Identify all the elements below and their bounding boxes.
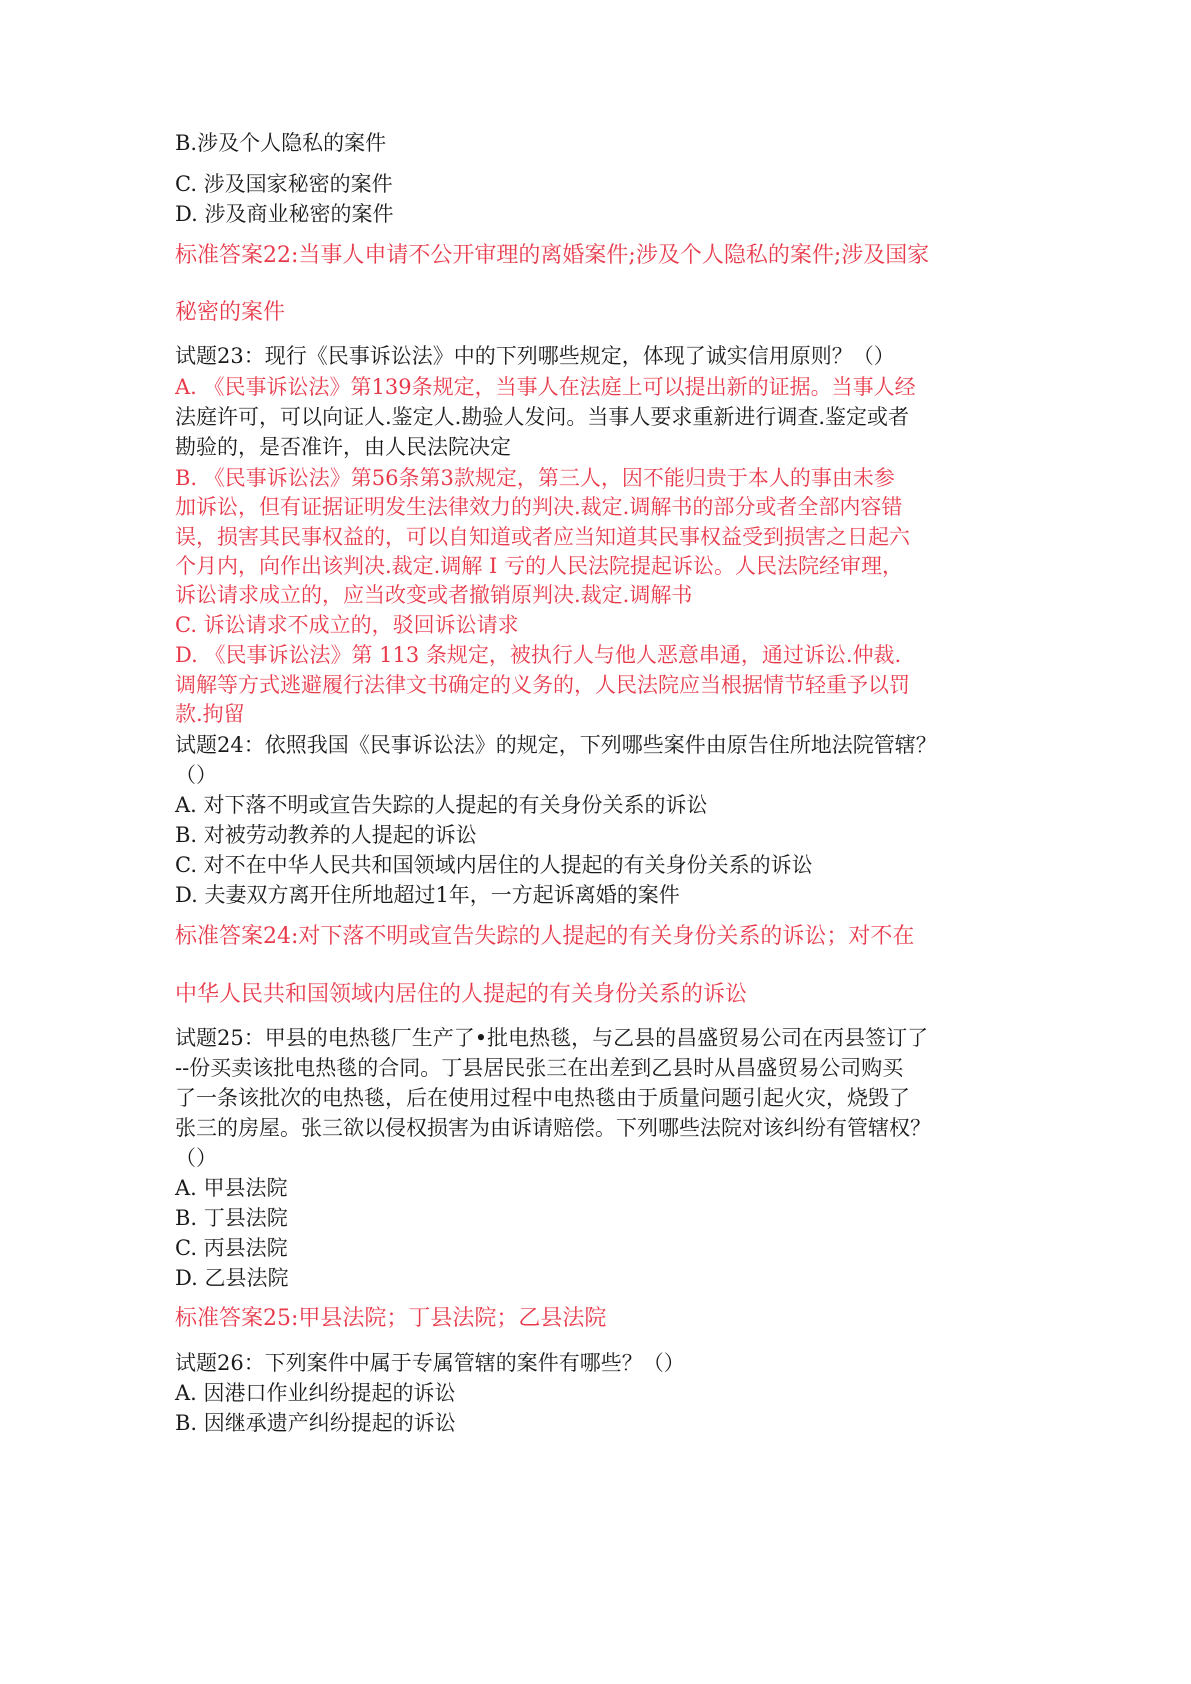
question-line: 试题23：现行《民事诉讼法》中的下列哪些规定，体现了诚实信用原则？（） — [175, 344, 895, 368]
question-line: 试题26：下列案件中属于专属管辖的案件有哪些？（） — [175, 1351, 685, 1375]
answer-line: 标准答案25:甲县法院；丁县法院；乙县法院 — [175, 1306, 607, 1331]
option-line: B.涉及个人隐私的案件 — [175, 131, 387, 155]
question-line: 了一条该批次的电热毯，后在使用过程中电热毯由于质量问题引起火灾，烧毁了 — [175, 1086, 910, 1110]
option-line: D. 《民事诉讼法》第 113 条规定，被执行人与他人恶意串通，通过诉讼.仲裁. — [175, 643, 902, 667]
option-line: 勘验的，是否准许，由人民法院决定 — [175, 435, 511, 459]
option-line: 加诉讼，但有证据证明发生法律效力的判决.裁定.调解书的部分或者全部内容错 — [175, 495, 903, 519]
question-line: （） — [175, 763, 217, 787]
question-line: --份买卖该批电热毯的合同。丁县居民张三在出差到乙县时从昌盛贸易公司购买 — [175, 1056, 904, 1080]
option-line: A. 对下落不明或宣告失踪的人提起的有关身份关系的诉讼 — [175, 793, 708, 817]
option-line: 调解等方式逃避履行法律文书确定的义务的，人民法院应当根据情节轻重予以罚 — [175, 673, 910, 697]
question-line: 试题24：依照我国《民事诉讼法》的规定，下列哪些案件由原告住所地法院管辖？ — [175, 733, 937, 757]
question-line: 试题25：甲县的电热毯厂生产了•批电热毯，与乙县的昌盛贸易公司在丙县签订了 — [175, 1026, 929, 1050]
option-line: C. 对不在中华人民共和国领域内居住的人提起的有关身份关系的诉讼 — [175, 853, 813, 877]
option-line: C. 涉及国家秘密的案件 — [175, 172, 393, 196]
option-line: B. 丁县法院 — [175, 1206, 288, 1230]
option-line: D. 乙县法院 — [175, 1266, 289, 1290]
option-line: B. 《民事诉讼法》第56条第3款规定，第三人，因不能归贵于本人的事由未参 — [175, 466, 895, 490]
option-line: A. 因港口作业纠纷提起的诉讼 — [175, 1381, 456, 1405]
option-line: C. 诉讼请求不成立的，驳回诉讼请求 — [175, 613, 519, 637]
option-line: B. 对被劳动教养的人提起的诉讼 — [175, 823, 477, 847]
option-line: 诉讼请求成立的，应当改变或者撤销原判决.裁定.调解书 — [175, 583, 693, 607]
option-line: A. 甲县法院 — [175, 1176, 288, 1200]
answer-line: 中华人民共和国领域内居住的人提起的有关身份关系的诉讼 — [175, 982, 748, 1007]
question-line: 张三的房屋。张三欲以侵权损害为由诉请赔偿。下列哪些法院对该纠纷有管辖权？ — [175, 1116, 931, 1140]
option-line: 误，损害其民事权益的，可以自知道或者应当知道其民事权益受到损害之日起六 — [175, 525, 910, 549]
answer-line: 秘密的案件 — [175, 300, 286, 325]
option-line: 款.拘留 — [175, 702, 245, 726]
question-line: （） — [175, 1146, 217, 1170]
option-line: 个月内，向作出该判决.裁定.调解 I 亏的人民法院提起诉讼。人民法院经审理， — [175, 554, 903, 578]
answer-line: 标准答案22:当事人申请不公开审理的离婚案件;涉及个人隐私的案件;涉及国家 — [175, 243, 930, 268]
option-line: 法庭许可，可以向证人.鉴定人.勘验人发问。当事人要求重新进行调查.鉴定或者 — [175, 405, 910, 429]
option-line: A. 《民事诉讼法》第139条规定，当事人在法庭上可以提出新的证据。当事人经 — [175, 375, 916, 399]
option-line: B. 因继承遗产纠纷提起的诉讼 — [175, 1411, 456, 1435]
answer-line: 标准答案24:对下落不明或宣告失踪的人提起的有关身份关系的诉讼；对不在 — [175, 924, 915, 949]
option-line: D. 涉及商业秘密的案件 — [175, 202, 394, 226]
option-line: C. 丙县法院 — [175, 1236, 288, 1260]
option-line: D. 夫妻双方离开住所地超过1年，一方起诉离婚的案件 — [175, 883, 680, 907]
